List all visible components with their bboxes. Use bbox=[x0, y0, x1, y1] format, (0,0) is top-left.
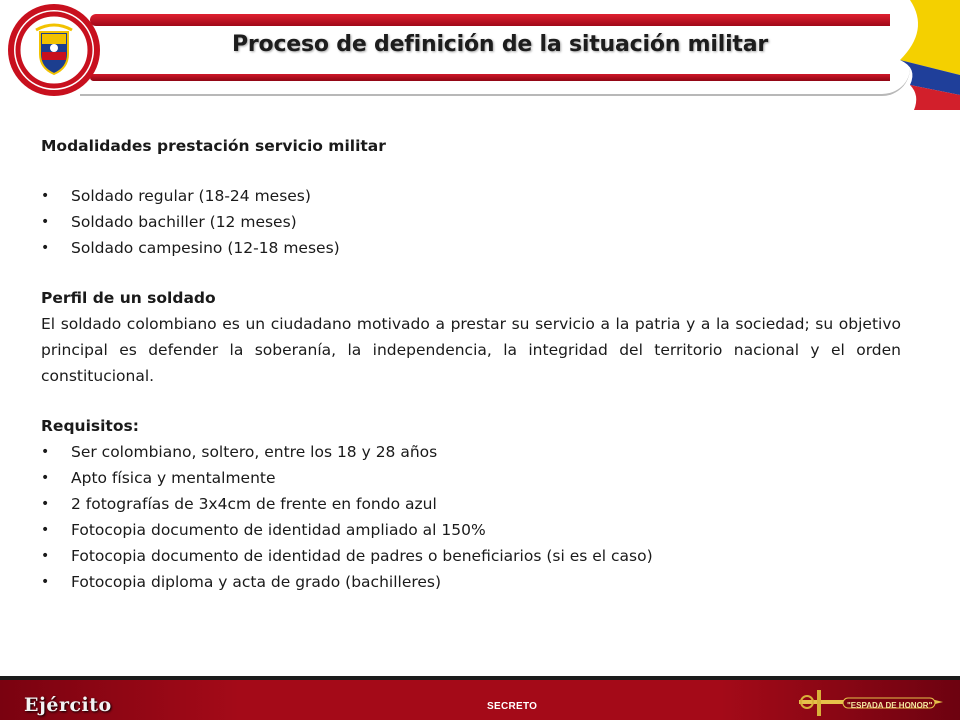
slide-header bbox=[0, 0, 960, 110]
list-item: • Apto física y mentalmente bbox=[41, 465, 901, 491]
motto-text: "ESPADA DE HONOR" bbox=[847, 701, 933, 710]
colombia-flag-icon bbox=[890, 0, 960, 110]
list-item: • Soldado regular (18-24 meses) bbox=[41, 183, 901, 209]
modalidades-heading: Modalidades prestación servicio militar bbox=[41, 137, 386, 155]
list-item: • Ser colombiano, soltero, entre los 18 y 28 años bbox=[41, 439, 901, 465]
list-item: • 2 fotografías de 3x4cm de frente en fondo azul bbox=[41, 491, 901, 517]
list-item: • Fotocopia documento de identidad de padres o beneficiarios (si es el caso) bbox=[41, 543, 901, 569]
list-item: • Soldado campesino (12-18 meses) bbox=[41, 235, 901, 261]
requisitos-heading: Requisitos: bbox=[41, 417, 139, 435]
header-swoosh bbox=[80, 68, 910, 96]
footer-bar bbox=[0, 680, 960, 720]
classification-label: SECRETO bbox=[487, 701, 538, 712]
header-red-stripe-top bbox=[90, 14, 890, 26]
list-item: • Fotocopia documento de identidad ampliado al 150% bbox=[41, 517, 901, 543]
requisitos-list bbox=[41, 439, 901, 595]
header-red-stripe-bottom bbox=[90, 74, 890, 81]
page-title: Proceso de definición de la situación militar bbox=[231, 32, 769, 57]
army-brand-logo: Ejército bbox=[24, 694, 112, 716]
perfil-text: El soldado colombiano es un ciudadano motivado a prestar su servicio a la patria y a la sociedad; su objetivo principal es defender la soberanía, la independencia, la integridad del territorio nacional y el orden constitucional. bbox=[41, 315, 901, 385]
perfil-heading: Perfil de un soldado bbox=[41, 289, 216, 307]
modalidades-list bbox=[41, 183, 901, 261]
motto-badge bbox=[795, 686, 945, 720]
slide-footer bbox=[0, 676, 960, 720]
list-item: • Soldado bachiller (12 meses) bbox=[41, 209, 901, 235]
list-item: • Fotocopia diploma y acta de grado (bachilleres) bbox=[41, 569, 901, 595]
slide-body bbox=[41, 133, 901, 595]
